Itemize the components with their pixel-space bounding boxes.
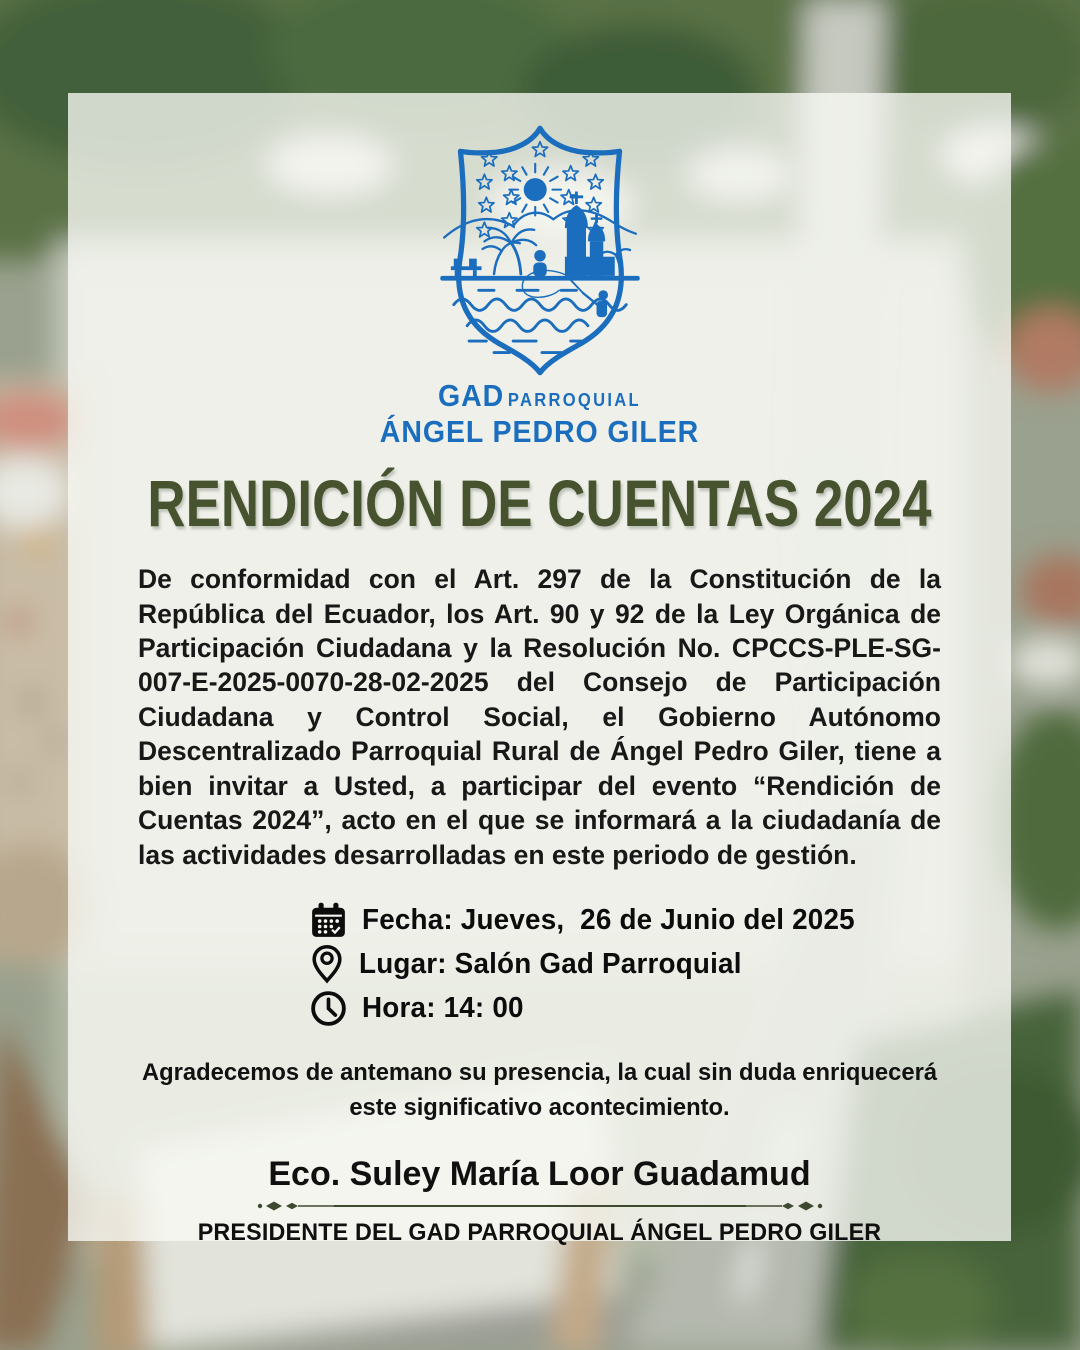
invitation-card xyxy=(68,93,1011,1247)
parish-crest-logo xyxy=(425,120,655,380)
ground-line xyxy=(440,276,639,281)
detail-row-time xyxy=(310,986,1011,1030)
signature-block xyxy=(68,1156,1011,1247)
logo-parish-name: ÁNGEL PEDRO GILER xyxy=(379,414,700,449)
calendar-icon xyxy=(310,902,347,939)
detail-row-date xyxy=(310,898,1011,942)
clock-icon xyxy=(310,990,347,1027)
person xyxy=(533,250,546,277)
logo-gad-text: GAD xyxy=(438,378,505,413)
location-pin-icon xyxy=(310,944,344,984)
signature-role: PRESIDENTE DEL GAD PARROQUIAL ÁNGEL PEDRO GILER xyxy=(197,1219,882,1247)
event-place-text: Lugar: Salón Gad Parroquial xyxy=(359,947,742,980)
body-paragraph: De conformidad con el Art. 297 de la Constitución de la República del Ecuador, los Art. 90 y 92 de la Ley Orgánica de Participación Ciudadana y la Resolución No. CPCCS-PLE-SG-007-E-2025-0070-28-02-2025 del Consejo de Participación Ciudadana y Control Social, el Gobierno Autónomo Descentralizado Parroquial Rural de Ángel Pedro Giler, tiene a bien invitar a Usted, a participar del evento “Rendición de Cuentas 2024”, acto en el que se informará a la ciudadanía de las actividades desarrolladas en este periodo de gestión. xyxy=(138,564,941,870)
event-details xyxy=(310,898,1011,1030)
event-date-text: Fecha: Jueves, 26 de Junio del 2025 xyxy=(362,903,855,936)
benches xyxy=(450,259,481,277)
signature-divider xyxy=(254,1200,826,1212)
mountains xyxy=(444,210,636,237)
detail-row-place xyxy=(310,942,1011,986)
water xyxy=(453,290,626,352)
closing-text: Agradecemos de antemano su presencia, la cual sin duda enriquecerá este significativo acontecimiento. xyxy=(141,1059,938,1121)
logo-parroquial-text: PARROQUIAL xyxy=(507,390,641,410)
logo-wordmark xyxy=(106,380,974,447)
divider-ornament-right xyxy=(746,1200,826,1212)
event-time-text: Hora: 14: 00 xyxy=(362,991,524,1024)
page-title: RENDICIÓN DE CUENTAS 2024 xyxy=(147,467,932,541)
divider-line xyxy=(334,1205,746,1207)
signature-name: Eco. Suley María Loor Guadamud xyxy=(268,1154,811,1193)
divider-ornament-left xyxy=(254,1200,334,1212)
